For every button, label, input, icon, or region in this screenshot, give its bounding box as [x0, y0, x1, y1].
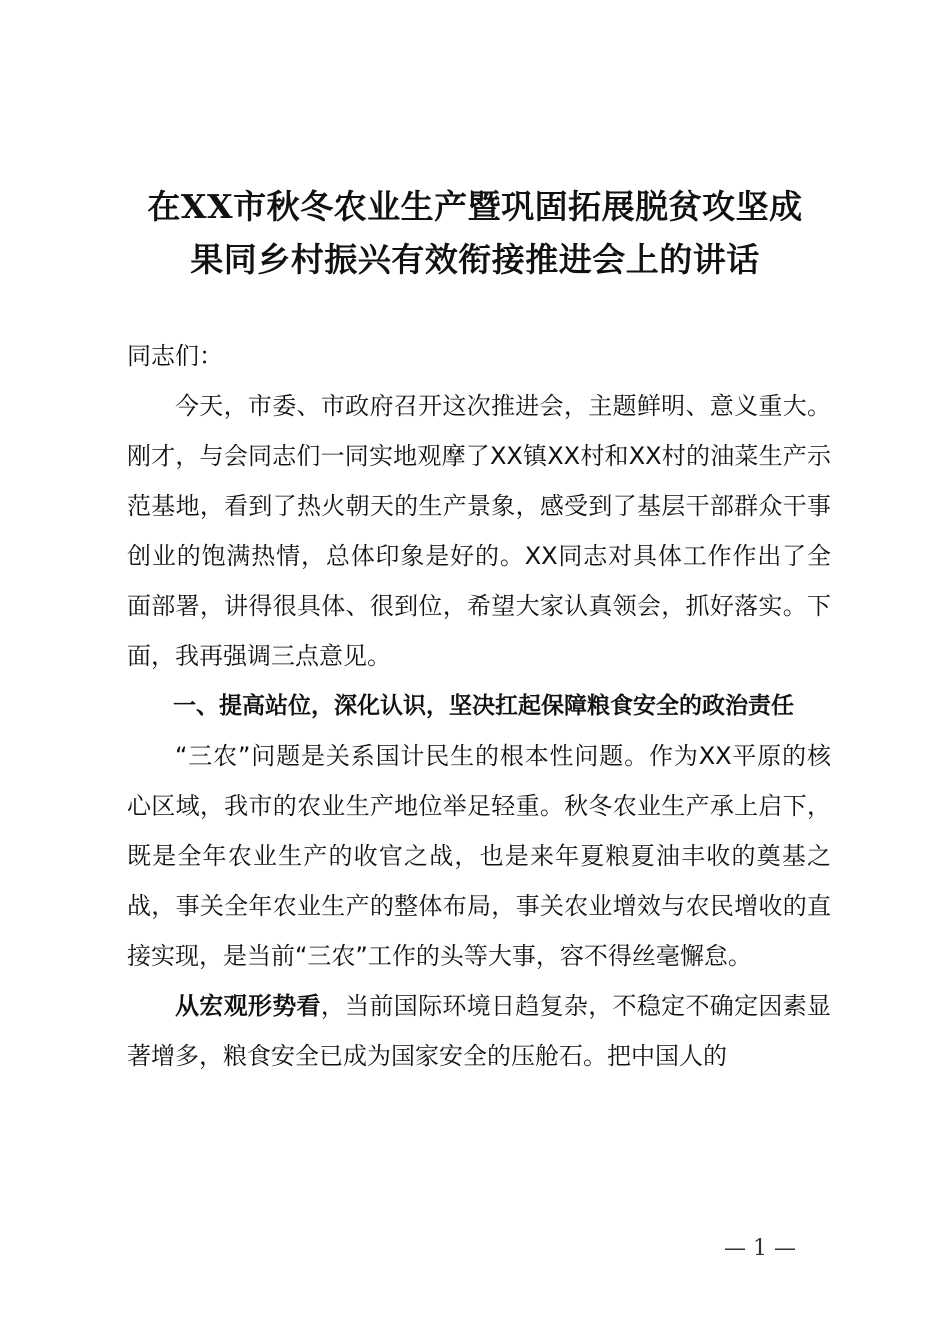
title-line-1: 在XX市秋冬农业生产暨巩固拓展脱贫攻坚成 [147, 187, 803, 226]
paragraph-opening: 今天，市委、市政府召开这次推进会，主题鲜明、意义重大。刚才，与会同志们一同实地观摩了XX镇XX村和XX村的油菜生产示范基地，看到了热火朝天的生产景象，感受到了基层干部群众干事创业的饱满热情，总体印象是好的。XX同志对具体工作作出了全面部署，讲得很具体、很到位，希望大家认真领会，抓好落实。下面，我再强调三点意见。 [127, 392, 831, 670]
page-number: — 1 — [724, 1236, 796, 1261]
section-heading-1: 一、提高站位，深化认识，坚决扛起保障粮食安全的政治责任 [173, 693, 794, 719]
title-line-2: 果同乡村振兴有效衔接推进会上的讲话 [190, 240, 760, 279]
page-number-footer [0, 1236, 950, 1261]
document-title [115, 180, 835, 286]
paragraph-sannong: “三农”问题是关系国计民生的根本性问题。作为XX平原的核心区域，我市的农业生产地位举足轻重。秋冬农业生产承上启下，既是全年农业生产的收官之战，也是来年夏粮夏油丰收的奠基之战，事关全年农业生产的整体布局，事关农业增效与农民增收的直接实现，是当前“三农”工作的头等大事，容不得丝毫懈怠。 [127, 742, 831, 970]
paragraph-macro [127, 981, 831, 1081]
paragraph-macro-text: ，当前国际环境日趋复杂，不稳定不确定因素显著增多，粮食安全已成为国家安全的压舱石。把中国人的 [127, 992, 832, 1070]
salutation: 同志们： [127, 342, 223, 370]
document-body [127, 331, 831, 1081]
paragraph-lead-text: 从宏观形势看 [175, 992, 321, 1020]
